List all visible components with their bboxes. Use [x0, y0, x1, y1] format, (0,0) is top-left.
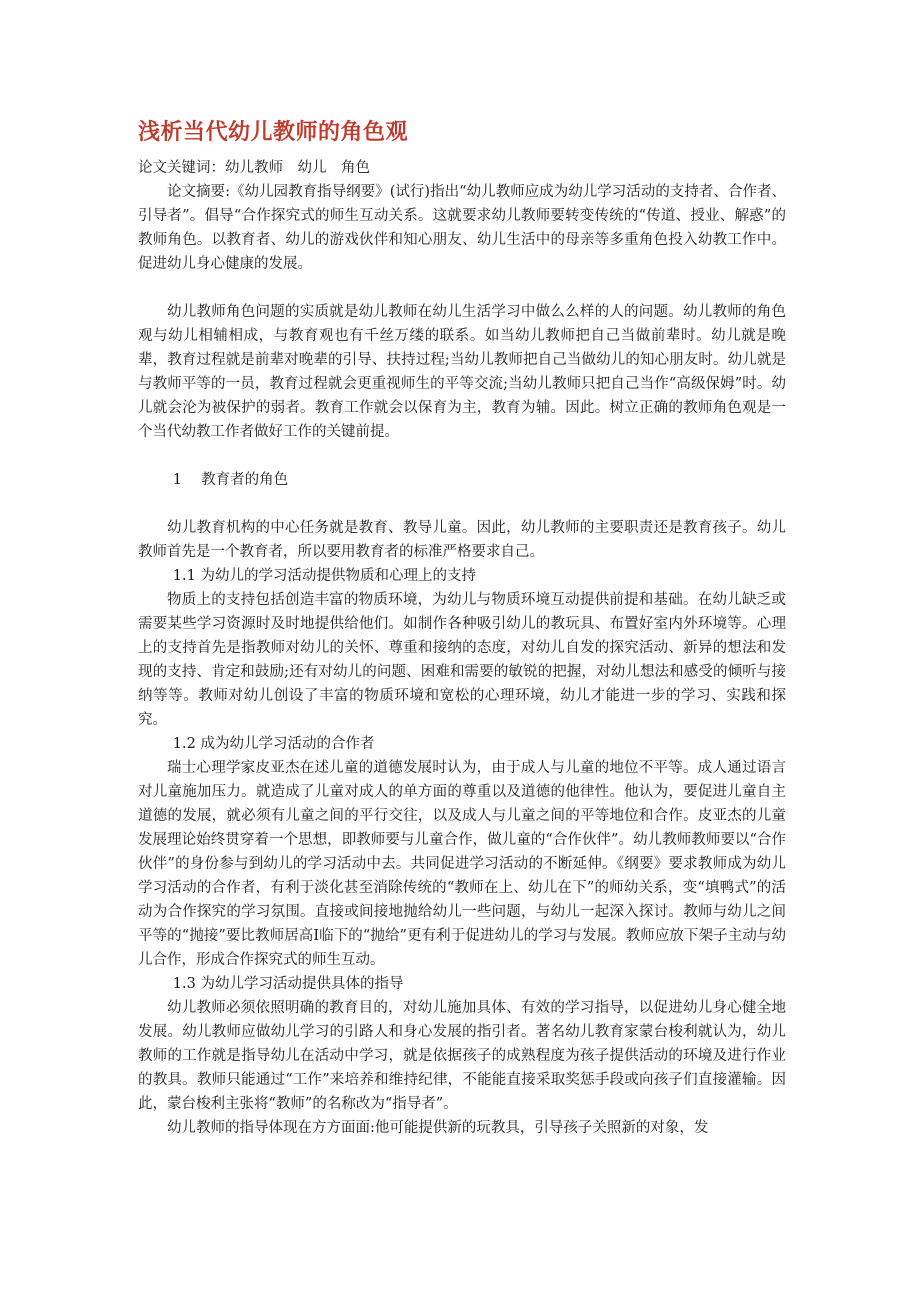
- subheading-1-1: 1.1 为幼儿的学习活动提供物质和心理上的支持: [172, 568, 476, 584]
- subsection-1-1-paragraph: 物质上的支持包括创造丰富的物质环境，为幼儿与物质环境互动提供前提和基础。在幼儿缺乏或需要某些学习资源时及时地提供给他们。如制作各种吸引幼儿的教玩具、布置好室内外环境等。心理上的支持首先是指教师对幼儿的关怀、尊重和接纳的态度，对幼儿自发的探究活动、新异的想法和发现的支持、肯定和鼓励;还有对幼儿的问题、困难和需要的敏锐的把握，对幼儿想法和感受的倾听与接纳等等。教师对幼儿创设了丰富的物质环境和宽松的心理环境，幼儿才能进一步的学习、实践和探究。: [138, 592, 786, 728]
- intro-paragraph: 幼儿教师角色问题的实质就是幼儿教师在幼儿生活学习中做么么样的人的问题。幼儿教师的角色观与幼儿相辅相成，与教育观也有千丝万缕的联系。如当幼儿教师把自己当做前辈时。幼儿就是晚辈，教育过程就是前辈对晚辈的引导、扶持过程;当幼儿教师把自己当做幼儿的知心朋友时。幼儿就是与教师平等的一员，教育过程就会更重视师生的平等交流;当幼儿教师只把自己当作“高级保姆”时。幼儿就会沦为被保护的弱者。教育工作就会以保育为主，教育为辅。因此。树立正确的教师角色观是一个当代幼教工作者做好工作的关键前提。: [138, 304, 786, 440]
- final-paragraph: 幼儿教师的指导体现在方方面面:他可能提供新的玩教具，引导孩子关照新的对象，发: [167, 1120, 709, 1136]
- paragraph-spacer: [138, 444, 786, 468]
- paragraph-spacer: [138, 276, 786, 300]
- subheading-1-2: 1.2 成为幼儿学习活动的合作者: [172, 736, 375, 752]
- document-page: [138, 118, 786, 1140]
- subheading-1-3: 1.3 为幼儿学习活动提供具体的指导: [172, 976, 404, 992]
- section-1-paragraph: 幼儿教育机构的中心任务就是教育、教导儿童。因此，幼儿教师的主要职责还是教育孩子。幼儿教师首先是一个教育者，所以要用教育者的标准严格要求自己。: [138, 520, 786, 560]
- keywords-line: 论文关键词：幼儿教师 幼儿 角色: [138, 160, 370, 176]
- section-heading-1: 1 教育者的角色: [172, 472, 289, 488]
- paragraph-spacer: [138, 492, 786, 516]
- subsection-1-3-paragraph: 幼儿教师必须依照明确的教育目的，对幼儿施加具体、有效的学习指导，以促进幼儿身心健全地发展。幼儿教师应做幼儿学习的引路人和身心发展的指引者。著名幼儿教育家蒙台梭利就认为，幼儿教师的工作就是指导幼儿在活动中学习，就是依据孩子的成熟程度为孩子提供活动的环境及进行作业的教具。教师只能通过“工作”来培养和维持纪律，不能能直接采取奖惩手段或向孩子们直接灌输。因此，蒙台梭利主张将“教师”的名称改为“指导者”。: [138, 1000, 786, 1112]
- abstract-paragraph: 论文摘要:《幼儿园教育指导纲要》(试行)指出“幼儿教师应成为幼儿学习活动的支持者、合作者、引导者”。倡导“合作探究式的师生互动关系。这就要求幼儿教师要转变传统的“传道、授业、解惑”的教师角色。以教育者、幼儿的游戏伙伴和知心朋友、幼儿生活中的母亲等多重角色投入幼教工作中。促进幼儿身心健康的发展。: [138, 184, 786, 272]
- document-title: 浅析当代幼儿教师的角色观: [138, 120, 409, 145]
- subsection-1-2-paragraph: 瑞士心理学家皮亚杰在述儿童的道德发展时认为，由于成人与儿童的地位不平等。成人通过语言对儿童施加压力。就造成了儿童对成人的单方面的尊重以及道德的他律性。他认为，要促进儿童自主道德的发展，就必须有儿童之间的平行交往，以及成人与儿童之间的平等地位和合作。皮亚杰的儿童发展理论始终贯穿着一个思想，即教师要与儿童合作，做儿童的“合作伙伴”。幼儿教师教师要以“合作伙伴”的身份参与到幼儿的学习活动中去。共同促进学习活动的不断延伸。《纲要》要求教师成为幼儿学习活动的合作者，有利于淡化甚至消除传统的“教师在上、幼儿在下”的师幼关系，变“填鸭式”的活动为合作探究的学习氛围。直接或间接地抛给幼儿一些问题，与幼儿一起深入探讨。教师与幼儿之间平等的“抛接”要比教师居高I临下的“抛给”更有利于促进幼儿的学习与发展。教师应放下架子主动与幼儿合作，形成合作探究式的师生互动。: [138, 760, 786, 968]
